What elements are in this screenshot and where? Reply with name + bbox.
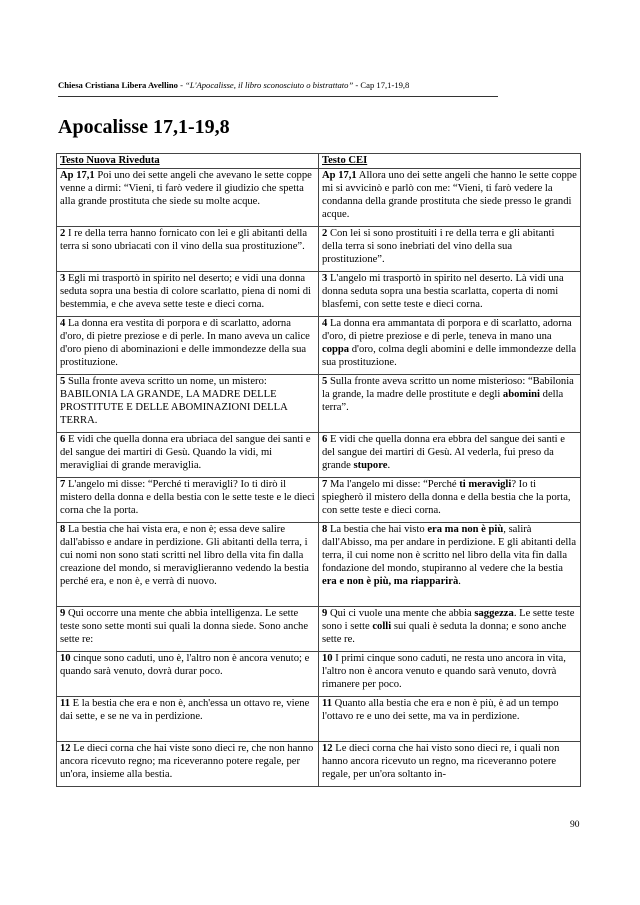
verse-text: E la bestia che era e non è, anch'essa un ottavo re, viene dai sette, e se ne va in perdizione. xyxy=(60,698,310,722)
verse-text: I re della terra hanno fornicato con lei e gli abitanti della terra si sono ubriacati con il vino della sua prostituzione”. xyxy=(60,228,308,252)
verse-text: Con lei si sono prostituiti i re della terra e gli abitanti della terra si sono inebriati del vino della sua prostituzione”. xyxy=(322,228,555,265)
verse-cell-cei xyxy=(319,607,581,652)
book-title: “L'Apocalisse, il libro sconosciuto o bistrattato” xyxy=(185,80,354,90)
table-header-row xyxy=(57,154,581,169)
verse-cell-nuova-riveduta xyxy=(57,697,319,742)
verse-text: La donna era ammantata di porpora e di scarlatto, adorna d'oro, di pietre preziose e di perle, teneva in mano una xyxy=(322,318,572,342)
verse-text: Allora uno dei sette angeli che hanno le sette coppe mi si avvicinò e parlò con me: “Vieni, ti farò vedere la condanna della grande prostituta che siede presso le grandi acque. xyxy=(322,170,577,220)
bold-text: 9 xyxy=(60,608,66,619)
verse-cell-nuova-riveduta xyxy=(57,652,319,697)
column-header-cei: Testo CEI xyxy=(319,154,581,169)
bold-text: 6 xyxy=(60,434,66,445)
verse-text: Poi uno dei sette angeli che avevano le sette coppe venne a dirmi: “Vieni, ti farò vedere il giudizio che spetta alla grande prostituta che siede su molte acque. xyxy=(60,170,312,207)
verse-text: Le dieci corna che hai visto sono dieci re, i quali non hanno ancora ricevuto un regno, ma riceveranno potere regale, per un'ora soltanto in- xyxy=(322,743,560,780)
bold-text: 4 xyxy=(322,318,328,329)
verse-cell-cei xyxy=(319,652,581,697)
verse-text: d'oro, colma degli abomini e delle immondezze della sua prostituzione. xyxy=(322,343,577,368)
verse-text: Egli mi trasportò in spirito nel deserto; e vidi una donna seduta sopra una bestia di colore scarlatto, piena di nomi di bestemmia, e che aveva sette teste e dieci corna. xyxy=(60,273,311,310)
bold-text: abomini xyxy=(502,388,540,400)
bold-text: 8 xyxy=(60,524,66,535)
page-number: 90 xyxy=(570,820,580,830)
bold-text: 9 xyxy=(322,608,328,619)
verse-cell-nuova-riveduta xyxy=(57,742,319,787)
table-row xyxy=(57,272,581,317)
bold-text: 12 xyxy=(60,743,71,754)
verse-cell-cei xyxy=(319,742,581,787)
bold-text: 5 xyxy=(60,376,66,387)
verse-text: cinque sono caduti, uno è, l'altro non è ancora venuto; e quando sarà venuto, dovrà durar poco. xyxy=(60,653,310,677)
bold-text: 11 xyxy=(322,698,333,709)
verse-cell-nuova-riveduta xyxy=(57,317,319,375)
verse-cell-nuova-riveduta xyxy=(57,375,319,433)
verse-text: La bestia che hai vista era, e non è; essa deve salire dall'abisso e andare in perdizione. Gli abitanti della terra, i cui nomi non sono stati scritti nel libro della vita fin dalla creazione del mondo, si meraviglieranno vedendo la bestia perché era, e non è, e verrà di nuovo. xyxy=(60,524,309,587)
bold-text: ti meravigli xyxy=(459,479,512,490)
bold-text: 8 xyxy=(322,524,328,535)
bold-text: 10 xyxy=(322,653,333,664)
verse-text: Qui ci vuole una mente che abbia xyxy=(327,608,475,619)
header-separator: - xyxy=(177,80,186,90)
verse-cell-nuova-riveduta xyxy=(57,227,319,272)
bold-text: Ap 17,1 xyxy=(322,170,357,181)
verse-cell-cei xyxy=(319,227,581,272)
verse-text: Le dieci corna che hai viste sono dieci re, che non hanno ancora ricevuto regno; ma riceveranno potere regale, per un'ora, insieme alla bestia. xyxy=(60,743,314,780)
verse-cell-cei xyxy=(319,375,581,433)
table-row xyxy=(57,652,581,697)
bold-text: 10 xyxy=(60,653,71,664)
verse-text: . Le sette teste sono i sette xyxy=(322,608,575,632)
verse-text: Sulla fronte aveva scritto un nome misterioso: “Babilonia la grande, la madre delle prostitute e degli xyxy=(322,376,574,400)
verse-text: , salirà dall'Abisso, ma per andare in perdizione. E gli abitanti della terra, il cui nome non è scritto nel libro della vita fin dalla fondazione del mondo, stupiranno al vedere che la bestia xyxy=(322,524,577,574)
bold-text: 2 xyxy=(60,228,66,239)
table-row xyxy=(57,697,581,742)
table-row xyxy=(57,169,581,227)
running-header xyxy=(58,80,578,90)
verse-text: Quanto alla bestia che era e non è più, è ad un tempo l'ottavo re e uno dei sette, ma va in perdizione. xyxy=(322,698,559,722)
verse-text: I primi cinque sono caduti, ne resta uno ancora in vita, l'altro non è ancora venuto e quando sarà venuto, dovrà rimanere per poco. xyxy=(322,653,566,690)
page-title: Apocalisse 17,1-19,8 xyxy=(58,116,230,138)
header-rule xyxy=(58,96,498,97)
verse-cell-cei xyxy=(319,433,581,478)
verse-cell-cei xyxy=(319,272,581,317)
table-row xyxy=(57,433,581,478)
bold-text: 5 xyxy=(322,376,328,387)
verse-cell-nuova-riveduta xyxy=(57,169,319,227)
verse-cell-cei xyxy=(319,478,581,523)
bold-text: 6 xyxy=(322,434,328,445)
bold-text: 11 xyxy=(60,698,71,709)
bold-text: 7 xyxy=(60,479,66,490)
chapter-range: - Cap 17,1-19,8 xyxy=(353,80,410,90)
verse-text: sui quali è seduta la donna; e sono anche sette re. xyxy=(322,620,567,645)
bold-text: coppa xyxy=(322,343,350,355)
bold-text: 4 xyxy=(60,318,66,329)
bold-text: colli xyxy=(372,620,392,632)
verse-text: ? Io ti spiegherò il mistero della donna e della bestia che la porta, con sette teste e dieci corna. xyxy=(322,479,571,516)
bold-text: 7 xyxy=(322,479,328,490)
verse-text: L'angelo mi trasportò in spirito nel deserto. Là vidi una donna seduta sopra una bestia scarlatta, coperta di nomi blasfemi, con sette teste e dieci corna. xyxy=(322,273,564,310)
table-row xyxy=(57,227,581,272)
verse-cell-cei xyxy=(319,169,581,227)
verse-text: La bestia che hai visto xyxy=(327,524,428,535)
verse-cell-cei xyxy=(319,523,581,607)
verse-text: . xyxy=(387,459,391,471)
comparison-table xyxy=(56,153,581,787)
column-header-nuova-riveduta: Testo Nuova Riveduta xyxy=(57,154,319,169)
table-row xyxy=(57,523,581,607)
verse-cell-nuova-riveduta xyxy=(57,272,319,317)
verse-text: Sulla fronte aveva scritto un nome, un mistero: BABILONIA LA GRANDE, LA MADRE DELLE PROSTITUTE E DELLE ABOMINAZIONI DELLA TERRA. xyxy=(60,376,288,426)
table-row xyxy=(57,375,581,433)
verse-text: . xyxy=(458,575,461,587)
verse-text: della terra”. xyxy=(322,388,564,413)
verse-text: L'angelo mi disse: “Perché ti meravigli? Io ti dirò il mistero della donna e della bestia con le sette teste e le dieci corna che la porta. xyxy=(60,479,315,516)
bold-text: stupore xyxy=(353,459,388,471)
verse-text: La donna era vestita di porpora e di scarlatto, adorna d'oro, di pietre preziose e di perle. In mano aveva un calice d'oro pieno di abominazioni e delle immondezze della sua prostituzione. xyxy=(60,318,310,368)
church-name: Chiesa Cristiana Libera Avellino xyxy=(58,80,178,90)
bold-text: 3 xyxy=(322,273,328,284)
verse-cell-nuova-riveduta xyxy=(57,607,319,652)
verse-cell-cei xyxy=(319,697,581,742)
verse-cell-nuova-riveduta xyxy=(57,478,319,523)
verse-cell-nuova-riveduta xyxy=(57,433,319,478)
bold-text: Ap 17,1 xyxy=(60,170,95,181)
bold-text: saggezza xyxy=(474,608,514,619)
bold-text: 12 xyxy=(322,743,333,754)
verse-text: Qui occorre una mente che abbia intelligenza. Le sette teste sono sette monti sui quali la donna siede. Sono anche sette re: xyxy=(60,608,309,645)
verse-cell-nuova-riveduta xyxy=(57,523,319,607)
bold-text: era e non è più, ma riapparirà xyxy=(322,575,459,587)
verse-text: Ma l'angelo mi disse: “Perché xyxy=(327,479,460,490)
verse-cell-cei xyxy=(319,317,581,375)
table-row xyxy=(57,478,581,523)
table-row xyxy=(57,742,581,787)
table-row xyxy=(57,607,581,652)
verse-text: E vidi che quella donna era ubriaca del sangue dei santi e del sangue dei martiri di Gesù. Quando la vidi, mi meravigliai di grande meraviglia. xyxy=(60,434,311,471)
bold-text: era ma non è più xyxy=(427,524,504,535)
bold-text: 3 xyxy=(60,273,66,284)
table-row xyxy=(57,317,581,375)
verse-text: E vidi che quella donna era ebbra del sangue dei santi e del sangue dei martiri di Gesù. Al vederla, fui preso da grande xyxy=(322,434,565,471)
bold-text: 2 xyxy=(322,228,328,239)
